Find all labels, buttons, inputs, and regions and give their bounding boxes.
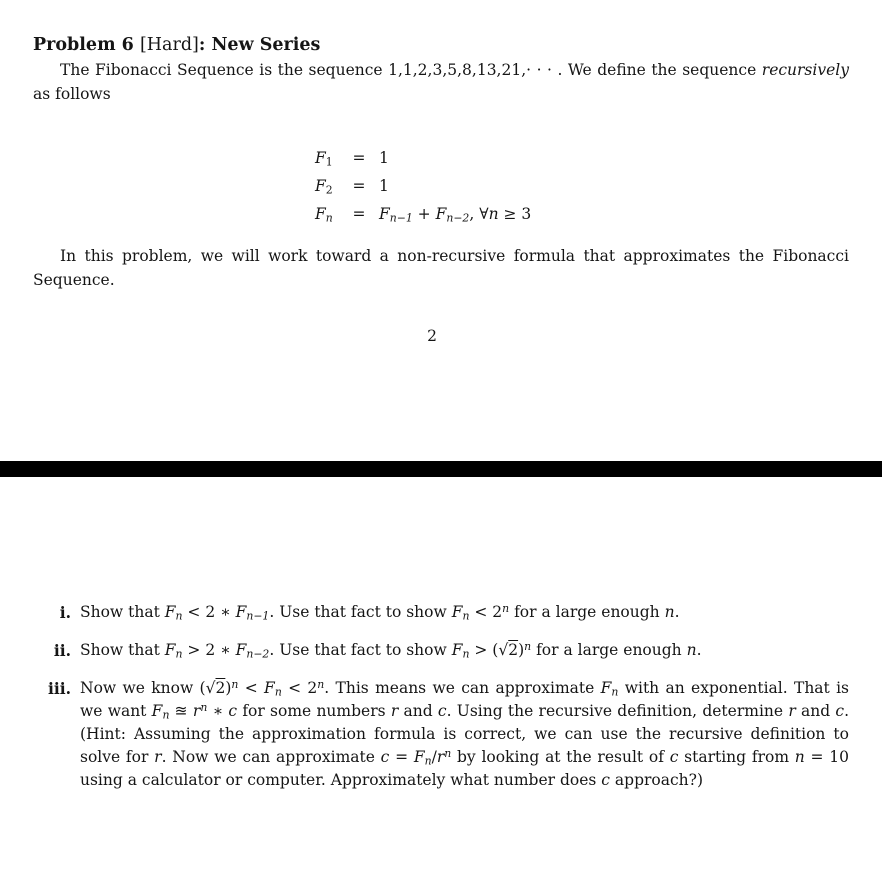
equals-sign: = — [352, 205, 366, 223]
page-number: 2 — [427, 327, 437, 345]
equation-lhs: F1 — [315, 149, 333, 169]
equation-rhs: 1 — [379, 177, 389, 195]
problem-title: Problem 6 [Hard]: New Series — [33, 35, 321, 55]
equation-row-fn — [315, 200, 531, 228]
item-label: iii. — [47, 679, 71, 698]
equation-row-f1 — [315, 144, 531, 172]
equals-sign: = — [352, 177, 366, 195]
problem-item-ii — [33, 639, 849, 662]
item-label: i. — [59, 603, 71, 622]
page-break-bar — [0, 461, 882, 477]
intro-paragraph: The Fibonacci Sequence is the sequence 1,1,2,3,5,8,13,21,· · · . We define the sequence recursively as follows — [33, 61, 849, 103]
problem-item-i — [33, 601, 849, 624]
equation-block — [315, 144, 531, 228]
equation-row-f2 — [315, 172, 531, 200]
item-text: Now we know $(√2)^n < Fn < 2^n$. This means we can approximate Fn with an exponential. That is we want Fn ≊ $r^n$ ∗ c for some numbers r and c. Using the recursive definition, determine r and c. (Hint: Assuming the approximation formula is correct, we can use the recursive definition to solve for r. Now we can approximate $c = Fn/r^n$ by looking at the result of c starting from n = 10 using a calculator or computer. Approximately what number does c approach?) — [80, 678, 850, 789]
equals-sign: = — [352, 149, 366, 167]
equation-rhs: 1 — [379, 149, 389, 167]
equation-lhs: F2 — [315, 177, 333, 197]
goal-paragraph: In this problem, we will work toward a non-recursive formula that approximates the Fibonacci Sequence. — [33, 247, 849, 289]
item-text: Show that Fn > 2 ∗ Fn−2. Use that fact to show $Fn > (√2)^n$ for a large enough n. — [80, 640, 702, 661]
item-text: Show that Fn < 2 ∗ Fn−1. Use that fact to show $Fn < 2^n$ for a large enough n. — [80, 602, 680, 623]
item-label: ii. — [53, 641, 71, 660]
equation-rhs: Fn−1 + Fn−2, ∀n ≥ 3 — [379, 205, 532, 225]
equation-lhs: Fn — [315, 205, 333, 225]
problem-item-iii — [33, 677, 849, 792]
